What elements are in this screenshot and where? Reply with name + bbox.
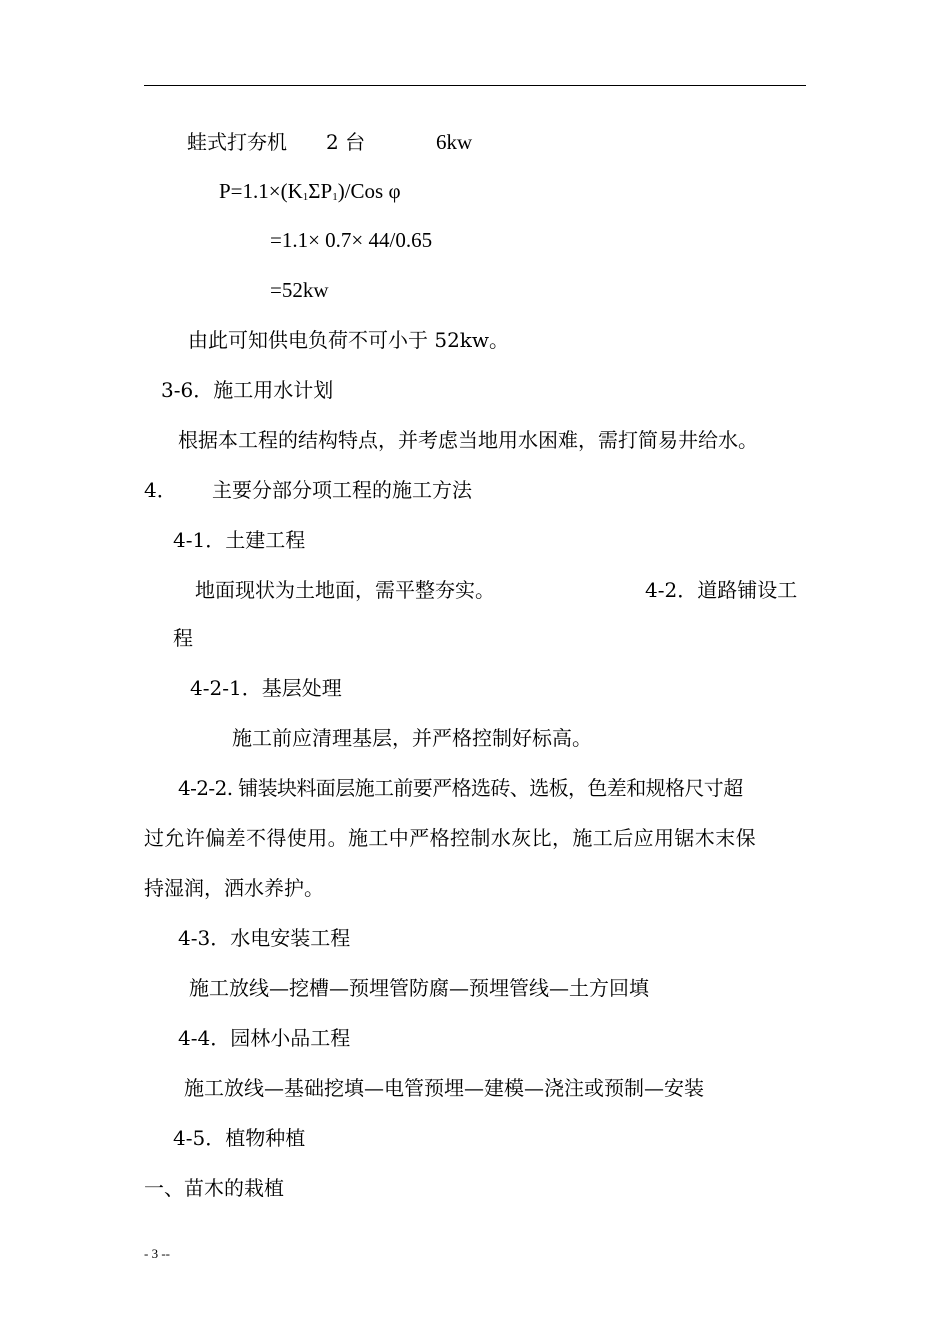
paragraph: 4-2-2. 铺装块料面层施工前要严格选砖、选板，色差和规格尺寸超 <box>178 776 743 800</box>
section-heading: 4-5．植物种植 <box>173 1126 306 1150</box>
section-heading: 4-4．园林小品工程 <box>178 1026 351 1050</box>
equipment-power: 6kw <box>436 130 473 154</box>
formula-line-1 <box>219 178 401 210</box>
section-heading: 主要分部分项工程的施工方法 <box>212 478 472 502</box>
section-heading: 程 <box>173 626 193 650</box>
section-number: 4． <box>144 478 177 502</box>
formula-subscript: 1 <box>332 191 338 203</box>
paragraph: 持湿润，洒水养护。 <box>144 876 324 900</box>
formula-part: ΣP <box>308 179 333 203</box>
section-heading: 3-6．施工用水计划 <box>161 378 334 402</box>
paragraph: 过允许偏差不得使用。施工中严格控制水灰比，施工后应用锯木末保 <box>144 826 756 850</box>
formula-part: )/Cos φ <box>337 179 401 203</box>
section-heading: 4-1．土建工程 <box>173 528 306 552</box>
section-heading: 4-2-1．基层处理 <box>190 676 342 700</box>
paragraph: 施工放线—挖槽—预埋管防腐—预埋管线—土方回填 <box>189 976 649 1000</box>
formula-line-2: =1.1× 0.7× 44/0.65 <box>270 228 433 252</box>
header-rule <box>144 85 806 86</box>
paragraph: 施工前应清理基层，并严格控制好标高。 <box>232 726 592 750</box>
formula-subscript: 1 <box>302 191 309 203</box>
formula-line-3: =52kw <box>270 278 329 302</box>
paragraph: 地面现状为土地面，需平整夯实。 <box>195 578 495 602</box>
section-heading: 4-2．道路铺设工 <box>645 578 798 602</box>
section-heading: 一、苗木的栽植 <box>144 1176 284 1200</box>
section-heading: 4-3．水电安装工程 <box>178 926 351 950</box>
equipment-quantity: 2 台 <box>326 130 366 154</box>
paragraph: 由此可知供电负荷不可小于 52kw。 <box>188 328 510 352</box>
equipment-name: 蛙式打夯机 <box>187 130 287 154</box>
formula-part: P=1.1×(K <box>219 179 303 203</box>
page-number: - 3 -- <box>144 1246 170 1261</box>
paragraph: 施工放线—基础挖填—电管预埋—建模—浇注或预制—安装 <box>184 1076 704 1100</box>
paragraph: 根据本工程的结构特点，并考虑当地用水困难，需打简易井给水。 <box>178 428 758 452</box>
